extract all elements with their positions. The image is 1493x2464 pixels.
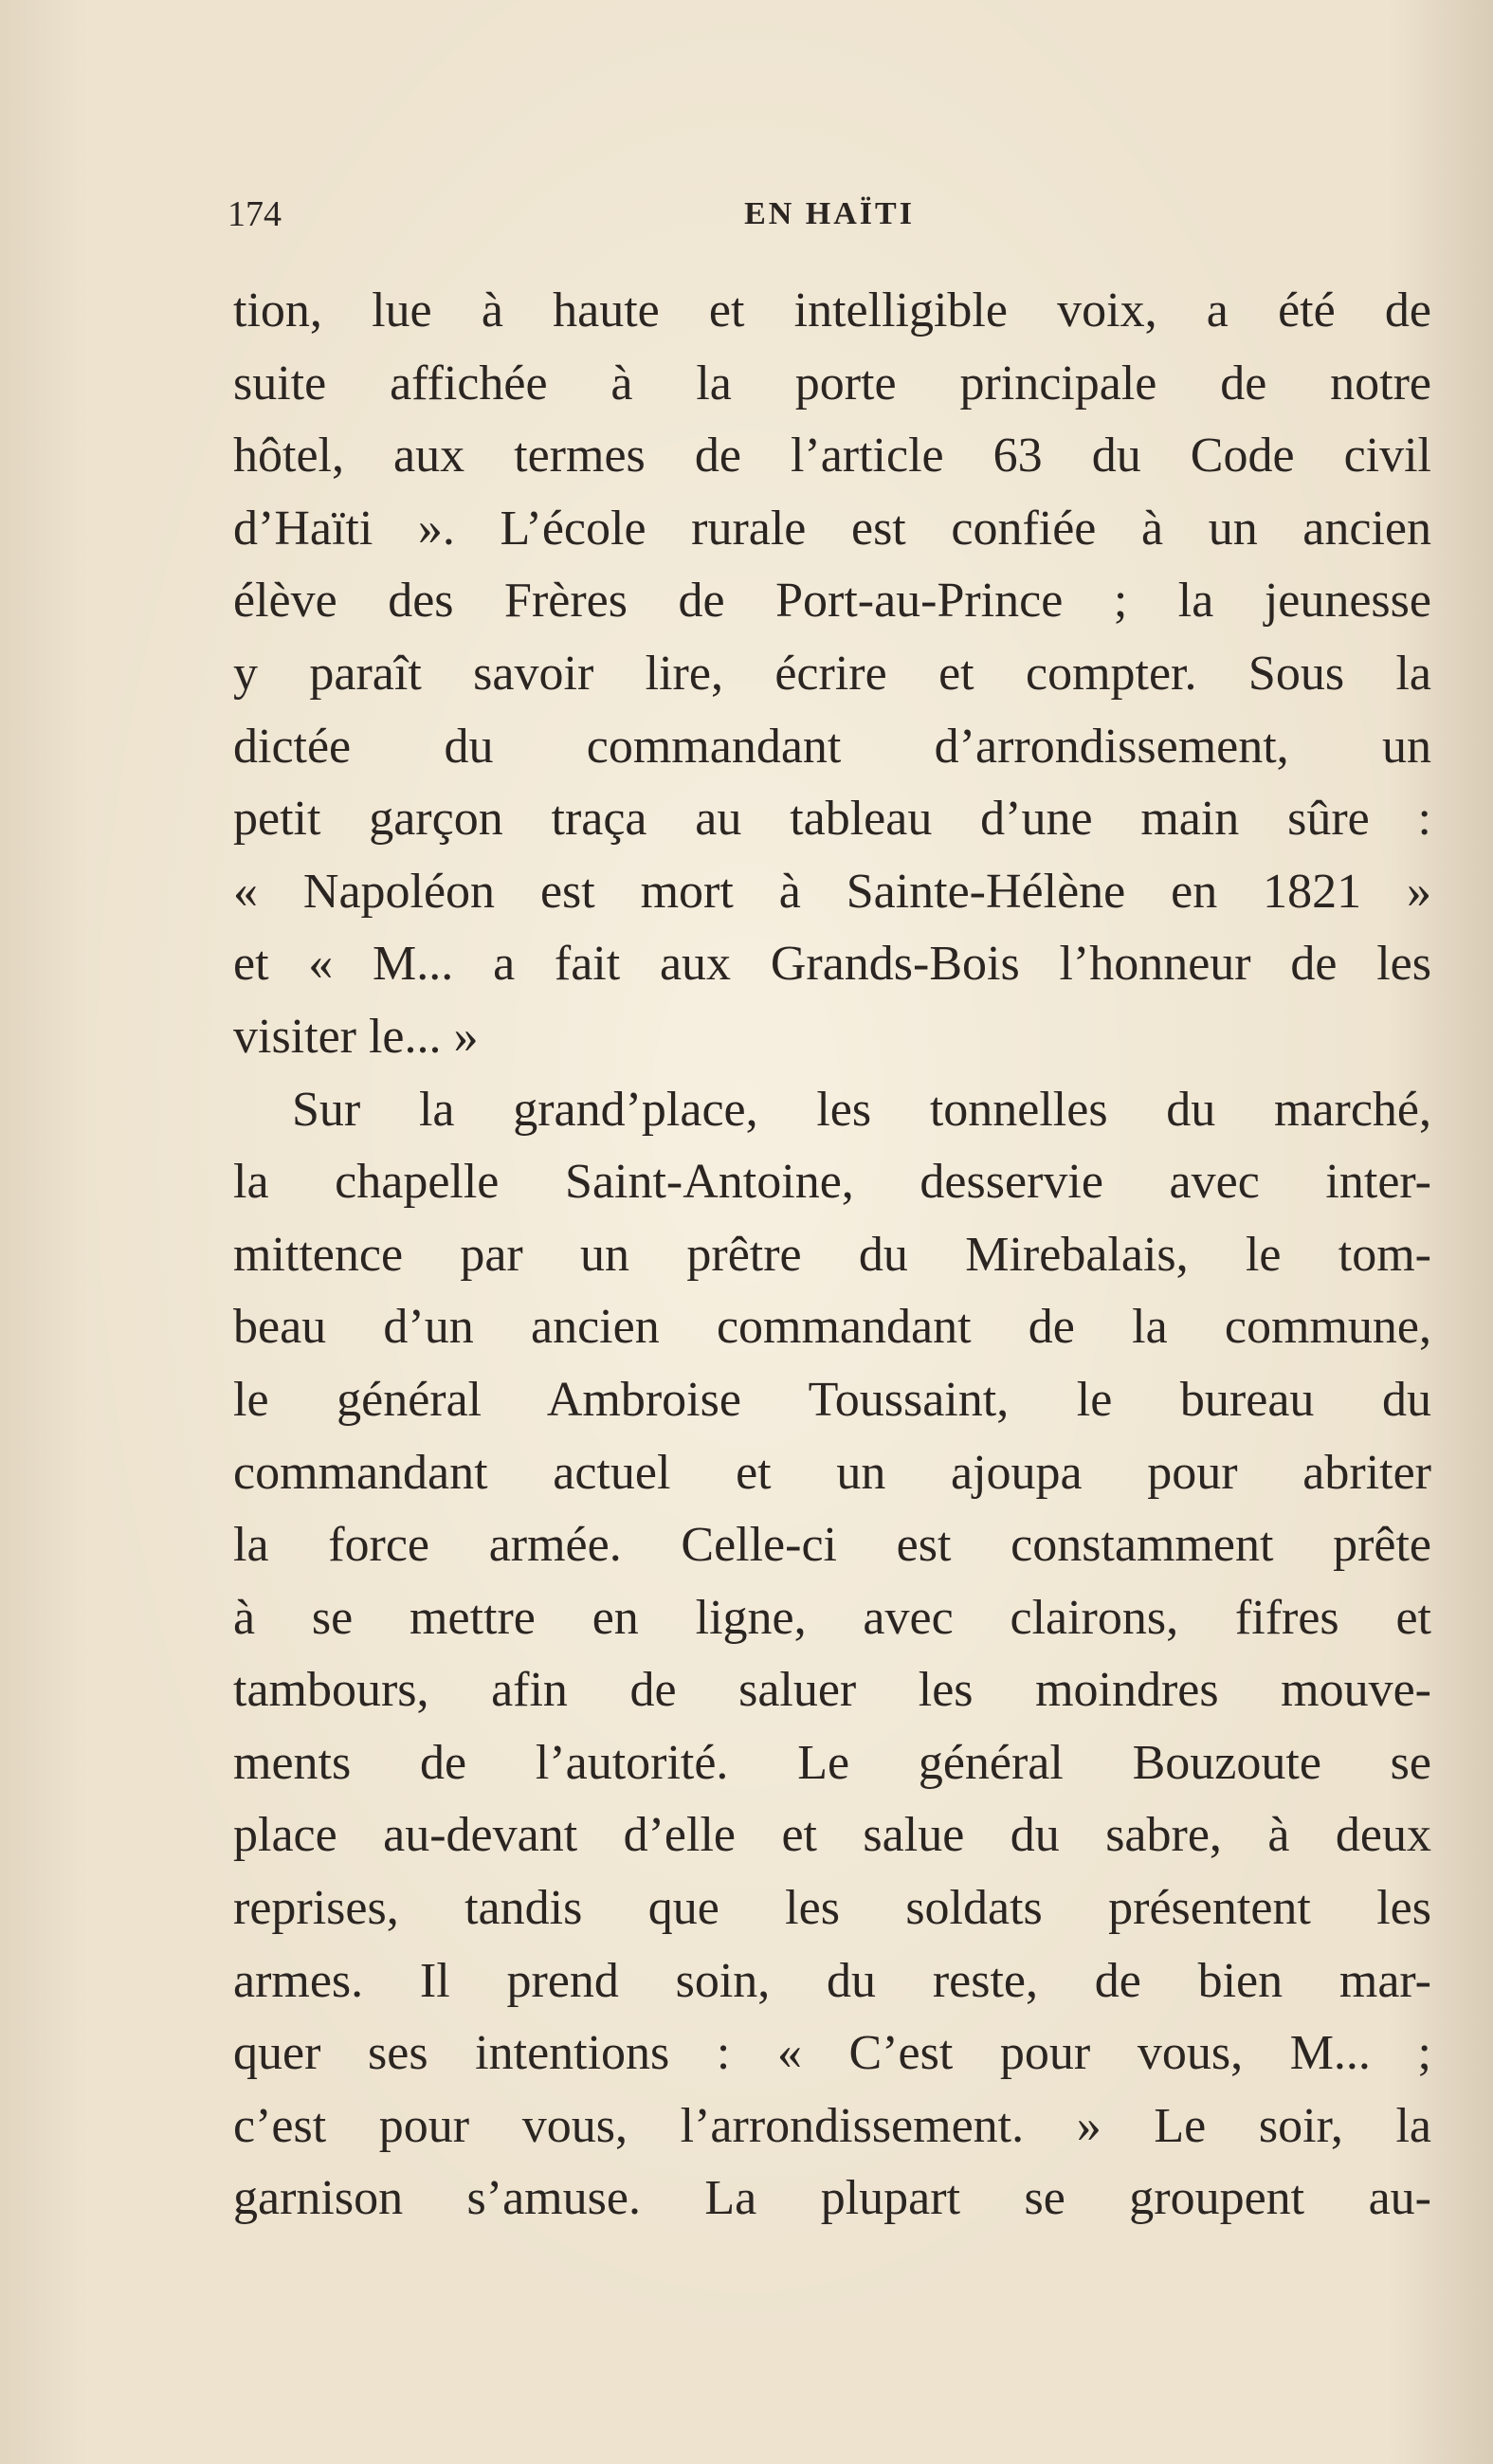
text-line: beau d’un ancien commandant de la commune,	[233, 1300, 1431, 1355]
text-line-paragraph-end: visiter le... »	[233, 1009, 479, 1064]
text-line: petit garçon traça au tableau d’une main sûre :	[233, 792, 1431, 847]
text-line: la chapelle Saint-Antoine, desservie avec inter-	[233, 1155, 1431, 1210]
text-line: y paraît savoir lire, écrire et compter. Sous la	[233, 646, 1431, 701]
text-line: mittence par un prêtre du Mirebalais, le tom-	[233, 1227, 1431, 1282]
text-line: et « M... a fait aux Grands-Bois l’honneur de les	[233, 937, 1431, 992]
text-line: tion, lue à haute et intelligible voix, a été de	[233, 283, 1431, 338]
running-head	[228, 186, 1431, 243]
text-line: place au-devant d’elle et salue du sabre, à deux	[233, 1808, 1431, 1863]
text-line: commandant actuel et un ajoupa pour abriter	[233, 1445, 1431, 1500]
text-line: « Napoléon est mort à Sainte-Hélène en 1821 »	[233, 864, 1431, 919]
text-line: à se mettre en ligne, avec clairons, fifres et	[233, 1590, 1431, 1645]
text-line-paragraph-start: Sur la grand’place, les tonnelles du marché,	[292, 1082, 1431, 1137]
text-line: c’est pour vous, l’arrondissement. » Le soir, la	[233, 2098, 1431, 2153]
text-line: armes. Il prend soin, du reste, de bien mar-	[233, 1953, 1431, 2008]
text-line: suite affichée à la porte principale de notre	[233, 356, 1431, 411]
text-line: quer ses intentions : « C’est pour vous, M... ;	[233, 2026, 1431, 2081]
text-line: élève des Frères de Port-au-Prince ; la jeunesse	[233, 574, 1431, 629]
text-line: dictée du commandant d’arrondissement, un	[233, 719, 1431, 774]
text-line: hôtel, aux termes de l’article 63 du Code civil	[233, 429, 1431, 484]
page-number: 174	[228, 194, 282, 234]
body-text	[233, 275, 1431, 2236]
text-line: ments de l’autorité. Le général Bouzoute se	[233, 1735, 1431, 1790]
text-line: garnison s’amuse. La plupart se groupent au-	[233, 2171, 1431, 2226]
text-line: d’Haïti ». L’école rurale est confiée à un ancien	[233, 501, 1431, 556]
text-line: reprises, tandis que les soldats présentent les	[233, 1881, 1431, 1936]
text-line: la force armée. Celle-ci est constamment prête	[233, 1518, 1431, 1573]
running-title: EN HAÏTI	[744, 196, 915, 231]
text-line: tambours, afin de saluer les moindres mouve-	[233, 1663, 1431, 1718]
text-line: le général Ambroise Toussaint, le bureau du	[233, 1372, 1431, 1427]
